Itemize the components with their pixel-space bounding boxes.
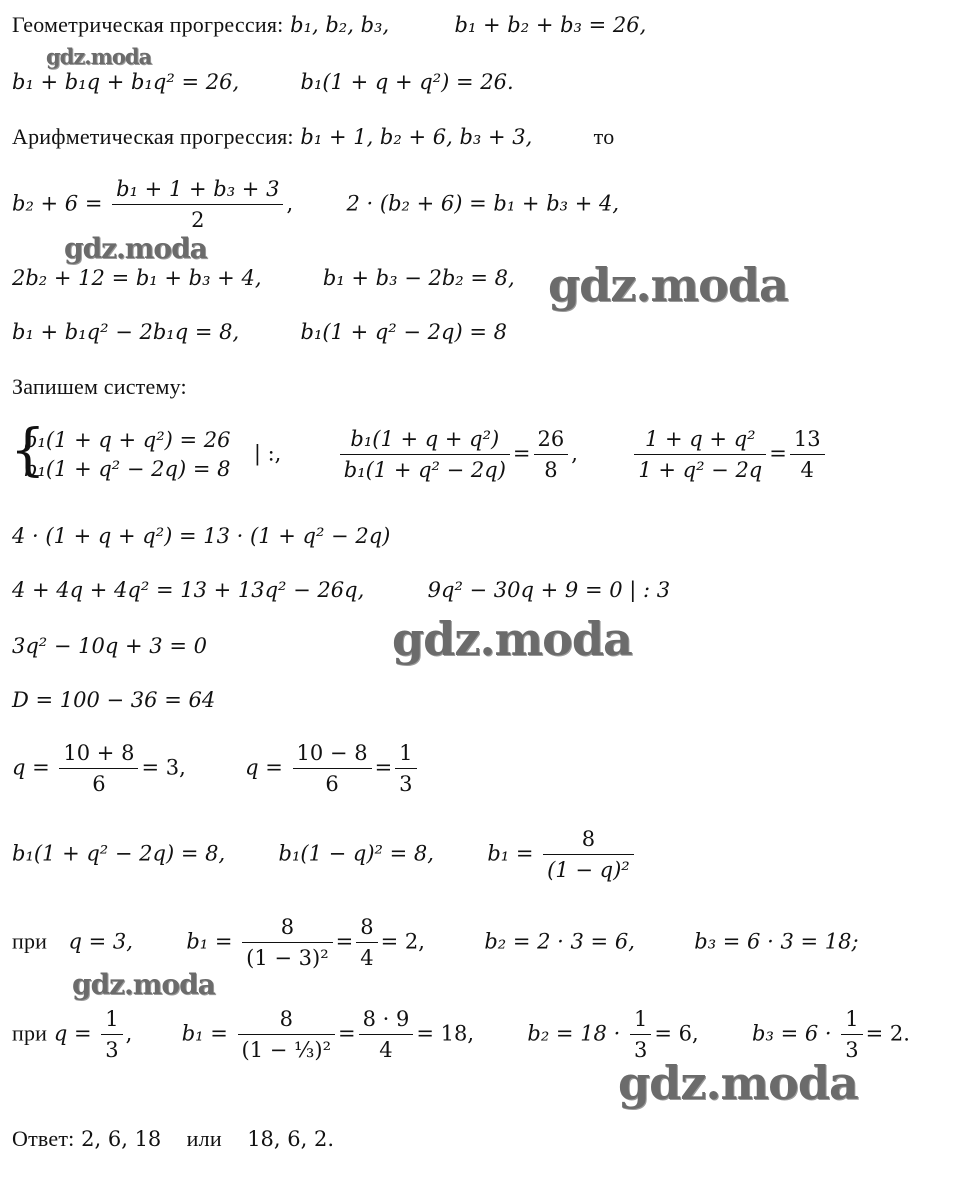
eq-expanded: b₁ + b₁q + b₁q² = 26, (12, 70, 240, 94)
discriminant: D = 100 − 36 = 64 (12, 688, 216, 712)
roots-line: q = $\frac{10 + 8}{6}$ = 3, q = $\frac{10 - 8}{6}$ = $\frac{1}{3}$ (12, 740, 420, 798)
watermark: gdz.moda (548, 258, 788, 312)
system-ratio-value: $\frac{26}{8}$ (534, 426, 569, 484)
line-7 (12, 376, 187, 398)
line-6: b₁ + b₁q² − 2b₁q = 8, b₁(1 + q² − 2q) = 8 (12, 320, 507, 344)
system-label: Запишем систему: (12, 374, 187, 399)
line-4: b₂ + 6 = $\frac{\text{b₁ + 1 + b₃ + 3}}{2}$ , 2 · (b₂ + 6) = b₁ + b₃ + 4, (12, 177, 620, 233)
root-2-value: $\frac{1}{3}$ (395, 740, 416, 798)
watermark: gdz.moda (618, 1056, 858, 1110)
line-12 (12, 690, 215, 711)
mid-term-eq: 2 · (b₂ + 6) = b₁ + b₃ + 4, (346, 191, 620, 216)
line-2 (12, 72, 514, 93)
simplified-fraction: $\frac{\text{1 + q + q²}}{\text{1 + q² − 2q}}$ (634, 426, 766, 484)
case-q13-line: при q = $\frac{1}{3}$ , b₁ = $\frac{8}{\text{(1 − ⅓)²}}$ = $\frac{8 \cdot 9}{4}$ = 18, b₂ = 18 · $\frac{1}{3}$ = 6, b₃ = 6 · $\frac{1}{3}$ = 2. (12, 1007, 910, 1063)
line-1 (12, 14, 646, 36)
line-5: 2b₂ + 12 = b₁ + b₃ + 4, b₁ + b₃ − 2b₂ = 8, (12, 266, 515, 290)
arith-label: Арифметическая прогрессия: (12, 124, 294, 149)
simplified-value: $\frac{13}{4}$ (790, 426, 825, 484)
watermark: gdz.moda (72, 968, 215, 1001)
line-11: 3q² − 10q + 3 = 0 (12, 634, 207, 658)
line-3 (12, 126, 614, 148)
answer-second: 18, 6, 2. (247, 1127, 335, 1151)
line-14: b₁(1 + q² − 2q) = 8, b₁(1 − q)² = 8, b₁ = $\frac{8}{\text{(1 − q)²}}$ (12, 826, 637, 884)
line-10: 4 + 4q + 4q² = 13 + 13q² − 26q, 9q² − 30q + 9 = 0 | : 3 (12, 578, 671, 602)
watermark: gdz.moda (64, 232, 207, 265)
geom-label: Геометрическая прогрессия: (12, 12, 284, 37)
equation-system: { b₁(1 + q + q²) = 26 b₁(1 + q² − 2q) = 8 (10, 418, 231, 484)
eq-factored: b₁(1 + q + q²) = 26. (300, 70, 514, 94)
answer-label: Ответ: (12, 1126, 75, 1151)
arith-then: то (593, 124, 615, 149)
answer-line: Ответ: 2, 6, 18 или 18, 6, 2. (12, 1126, 335, 1151)
case-q3-line: при q = 3, b₁ = $\frac{8}{\text{(1 − 3)²}}$ = $\frac{8}{4}$ = 2, b₂ = 2 · 3 = 6, b₃ = 6 · 3 = 18; (12, 915, 859, 971)
system-ratio-fraction: $\frac{\text{b₁(1 + q + q²)}}{\text{b₁(1 + q² − 2q)}}$ (340, 426, 510, 484)
mean-fraction: $\frac{\text{b₁ + 1 + b₃ + 3}}{2}$ (112, 176, 283, 234)
root-1-fraction: $\frac{10 + 8}{6}$ (59, 740, 138, 798)
geom-sum: b₁ + b₂ + b₃ = 26, (454, 13, 647, 37)
system-line: { b₁(1 + q + q²) = 26 b₁(1 + q² − 2q) = 8 | :, $\frac{\text{b₁(1 + q + q²)}}{\text{b₁(1 + q² − 2q)}}$ = $\frac{26}{8}$ , $\frac{\text{1 + q + q²}}{\text{1 + q² − 2q}}$ = $\frac{13}{4}$ (12, 426, 828, 484)
answer-first: 2, 6, 18 (81, 1127, 162, 1151)
root-2-fraction: $\frac{10 - 8}{6}$ (293, 740, 372, 798)
brace-icon: { (10, 418, 46, 484)
watermark: gdz.moda (46, 44, 152, 69)
line-9: 4 · (1 + q + q²) = 13 · (1 + q² − 2q) (12, 524, 391, 548)
arith-terms: b₁ + 1, b₂ + 6, b₃ + 3, (300, 125, 533, 149)
geom-terms: b₁, b₂, b₃, (290, 13, 390, 37)
watermark: gdz.moda (392, 612, 632, 666)
mid-term-lhs: b₂ + 6 = (12, 191, 103, 216)
b1-formula-fraction: $\frac{8}{\text{(1 − q)²}}$ (543, 826, 634, 884)
